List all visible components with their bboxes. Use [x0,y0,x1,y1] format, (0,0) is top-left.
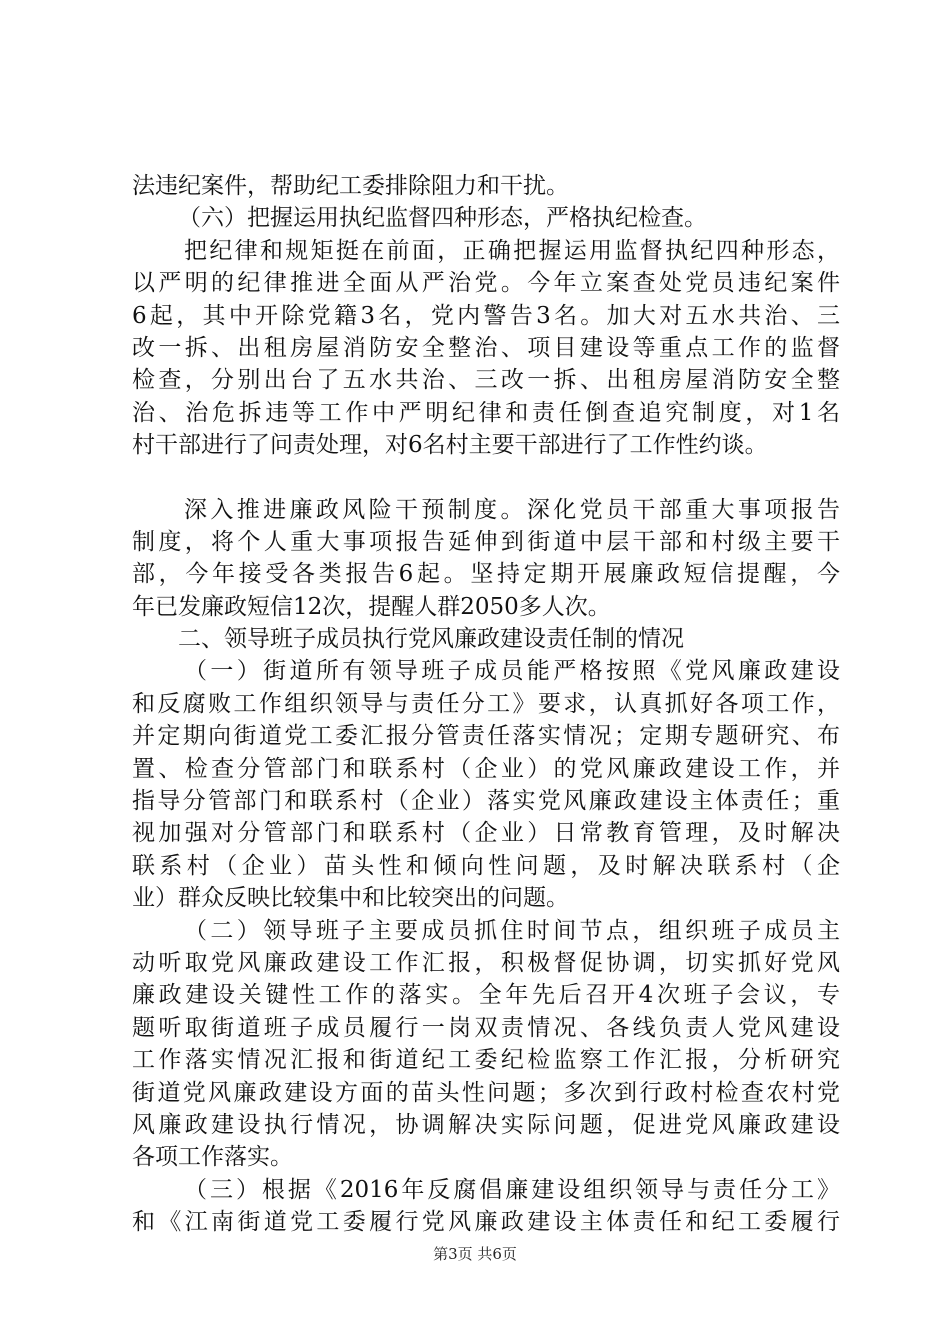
text-line: 法违纪案件，帮助纪工委排除阻力和干扰。 [132,173,569,199]
text-line: 视加强对分管部门和联系村（企业）日常教育管理，及时解决 [132,820,840,847]
text-line: 检查，分别出台了五水共治、三改一拆、出租房屋消防安全整 [132,367,840,394]
text-line: 各项工作落实。 [132,1144,293,1171]
text-line: 工作落实情况汇报和街道纪工委纪检监察工作汇报，分析研究 [132,1047,840,1074]
text-line: 二、领导班子成员执行党风廉政建设责任制的情况 [178,626,684,653]
text-line: 业）群众反映比较集中和比较突出的问题。 [132,885,569,912]
paragraph [132,655,840,914]
text-line: 年已发廉政短信12次，提醒人群2050多人次。 [132,593,611,620]
paragraph [132,1174,840,1239]
text-line: 题听取街道班子成员履行一岗双责情况、各线负责人党风建设 [132,1014,840,1041]
text-line: 和反腐败工作组织领导与责任分工》要求，认真抓好各项工作， [132,690,840,717]
text-line: 和《江南街道党工委履行党风廉政建设主体责任和纪工委履行 [132,1209,840,1236]
paragraph [132,623,840,655]
text-line: （三）根据《2016年反腐倡廉建设组织领导与责任分工》 [184,1176,840,1203]
text-line: 村干部进行了问责处理，对6名村主要干部进行了工作性约谈。 [132,432,768,459]
text-line: 治、治危拆违等工作中严明纪律和责任倒查追究制度，对1名 [132,399,840,426]
paragraph [132,170,840,202]
text-line: 把纪律和规矩挺在前面，正确把握运用监督执纪四种形态， [184,237,840,264]
text-line: 指导分管部门和联系村（企业）落实党风廉政建设主体责任；重 [132,788,840,815]
text-line: （六）把握运用执纪监督四种形态，严格执纪检查。 [178,205,707,232]
text-line: 深入推进廉政风险干预制度。深化党员干部重大事项报告 [184,496,840,523]
text-line: （一）街道所有领导班子成员能严格按照《党风廉政建设 [184,658,840,685]
text-line: 6起，其中开除党籍3名，党内警告3名。加大对五水共治、三 [132,302,840,329]
text-line: 以严明的纪律推进全面从严治党。今年立案查处党员违纪案件 [132,270,840,297]
paragraph [132,494,840,624]
text-line: 制度，将个人重大事项报告延伸到街道中层干部和村级主要干 [132,528,840,555]
text-line: 风廉政建设执行情况，协调解决实际问题，促进党风廉政建设 [132,1111,840,1138]
text-line: 部，今年接受各类报告6起。坚持定期开展廉政短信提醒，今 [132,561,840,588]
paragraph-gap [132,462,840,494]
text-line: （二）领导班子主要成员抓住时间节点，组织班子成员主 [184,917,840,944]
text-line: 改一拆、出租房屋消防安全整治、项目建设等重点工作的监督 [132,334,840,361]
text-line: 并定期向街道党工委汇报分管责任落实情况；定期专题研究、布 [132,723,840,750]
text-line: 动听取党风廉政建设工作汇报，积极督促协调，切实抓好党风 [132,949,840,976]
document-body [132,170,840,1239]
paragraph [132,202,840,234]
paragraph [132,915,840,1174]
text-line: 街道党风廉政建设方面的苗头性问题；多次到行政村检查农村党 [132,1079,840,1106]
page-footer: 第3页 共6页 [433,1245,517,1263]
text-line: 联系村（企业）苗头性和倾向性问题，及时解决联系村（企 [132,852,840,879]
text-line: 置、检查分管部门和联系村（企业）的党风廉政建设工作，并 [132,755,840,782]
paragraph [132,235,840,462]
text-line: 廉政建设关键性工作的落实。全年先后召开4次班子会议，专 [132,982,840,1009]
